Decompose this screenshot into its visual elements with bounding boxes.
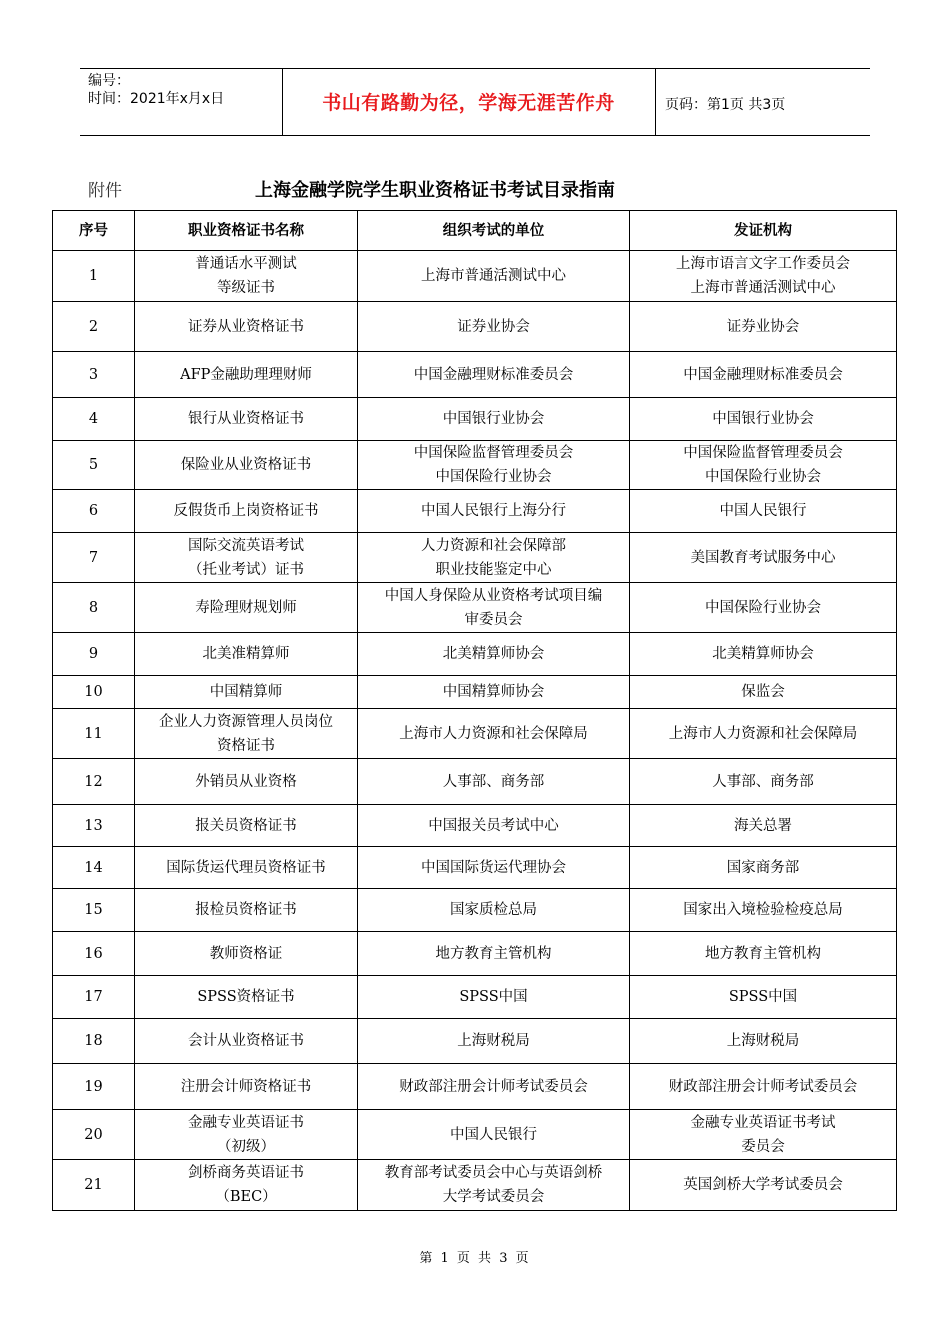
cell-certificate-name [135, 889, 358, 932]
table-header-row [53, 211, 897, 251]
table-row [53, 976, 897, 1019]
table-row [53, 676, 897, 709]
cell-line: 地方教育主管机构 [435, 945, 552, 962]
cell-exam-organizer [358, 633, 630, 676]
cell-exam-organizer [358, 251, 630, 302]
cell-exam-organizer [358, 932, 630, 976]
cell-issuing-body [630, 352, 897, 398]
cell-issuing-body [630, 847, 897, 889]
cell-line: 中国人民银行上海分行 [421, 503, 566, 519]
cell-line: 北美精算师协会 [712, 646, 814, 662]
cell-line: 人力资源和社会保障部 [421, 537, 566, 554]
document-number-label: 编号： [88, 73, 130, 89]
cell-certificate-name [135, 1064, 358, 1110]
cell-no: 20 [53, 1110, 135, 1160]
table-row [53, 1110, 897, 1160]
cell-line: 地方教育主管机构 [705, 945, 821, 962]
cell-certificate-name [135, 805, 358, 847]
cell-line: 教育部考试委员会中心与英语剑桥 [384, 1165, 603, 1181]
table-body [53, 251, 897, 1211]
cell-line: 报检员资格证书 [195, 902, 297, 918]
cell-exam-organizer [358, 709, 630, 759]
cell-line: 财政部注册会计师考试委员会 [668, 1078, 858, 1095]
cell-line: （初级） [217, 1138, 275, 1155]
cell-certificate-name [135, 847, 358, 889]
cell-line: 保监会 [741, 684, 785, 700]
cell-line: 金融专业英语证书考试 [690, 1114, 836, 1131]
cell-issuing-body [630, 490, 897, 533]
cell-line: 中国保险行业协会 [705, 599, 821, 616]
cell-line: 剑桥商务英语证书 [188, 1165, 304, 1181]
cell-line: 上海市语言文字工作委员会 [676, 256, 850, 272]
cell-no: 21 [53, 1160, 135, 1211]
cell-line: 注册会计师资格证书 [180, 1078, 312, 1095]
cell-line: SPSS资格证书 [197, 989, 295, 1005]
header-bottom-rule [80, 135, 870, 136]
cell-no: 8 [53, 583, 135, 633]
cell-line: （BEC） [215, 1189, 277, 1205]
cell-line: 证券业协会 [726, 318, 800, 335]
cell-certificate-name [135, 932, 358, 976]
cell-no: 9 [53, 633, 135, 676]
cell-issuing-body [630, 398, 897, 441]
cell-line: 中国保险监督管理委员会 [683, 445, 843, 461]
header-divider-right [655, 68, 656, 135]
cell-issuing-body [630, 441, 897, 490]
cell-line: 职业技能鉴定中心 [435, 561, 552, 578]
table-row [53, 759, 897, 805]
cell-certificate-name [135, 251, 358, 302]
cell-no: 12 [53, 759, 135, 805]
cell-exam-organizer [358, 1160, 630, 1211]
cell-line: 证券从业资格证书 [188, 318, 304, 335]
cell-exam-organizer [358, 490, 630, 533]
cell-issuing-body [630, 709, 897, 759]
cell-line: 国际货运代理员资格证书 [166, 859, 326, 876]
table-row [53, 633, 897, 676]
cell-exam-organizer [358, 583, 630, 633]
cell-line: 中国金融理财标准委员会 [413, 366, 574, 383]
cell-issuing-body [630, 889, 897, 932]
table-row [53, 441, 897, 490]
table-row [53, 1064, 897, 1110]
cell-issuing-body [630, 1160, 897, 1211]
cell-line: 国家质检总局 [450, 902, 537, 918]
cell-exam-organizer [358, 889, 630, 932]
cell-line: 教师资格证 [209, 945, 283, 962]
cell-exam-organizer [358, 302, 630, 352]
cell-line: SPSS中国 [459, 989, 528, 1005]
cell-line: 银行从业资格证书 [188, 411, 304, 427]
cell-exam-organizer [358, 976, 630, 1019]
document-title: 上海金融学院学生职业资格证书考试目录指南 [255, 180, 615, 201]
header-meta [88, 72, 224, 108]
annex-label: 附件 [88, 181, 122, 201]
cell-exam-organizer [358, 533, 630, 583]
cell-line: 寿险理财规划师 [195, 599, 297, 616]
cell-certificate-name [135, 533, 358, 583]
cell-line: 保险业从业资格证书 [180, 457, 312, 473]
document-time-label: 时间：2021年x月x日 [88, 91, 225, 107]
table-row [53, 352, 897, 398]
cell-no: 4 [53, 398, 135, 441]
table-row [53, 490, 897, 533]
cell-issuing-body [630, 1019, 897, 1064]
cell-line: 审委员会 [464, 611, 523, 628]
cell-no: 15 [53, 889, 135, 932]
table-row [53, 847, 897, 889]
cell-line: 中国银行业协会 [712, 411, 814, 427]
cell-line: 中国银行业协会 [442, 411, 545, 427]
cell-line: 中国人身保险从业资格考试项目编 [384, 587, 603, 604]
cell-certificate-name [135, 676, 358, 709]
table-row [53, 1160, 897, 1211]
cell-line: 英国剑桥大学考试委员会 [683, 1177, 843, 1193]
cell-exam-organizer [358, 441, 630, 490]
cell-line: 上海市普通活测试中心 [421, 268, 566, 284]
cell-issuing-body [630, 633, 897, 676]
cell-line: 财政部注册会计师考试委员会 [399, 1078, 588, 1095]
cell-issuing-body [630, 805, 897, 847]
table-row [53, 583, 897, 633]
cell-line: 海关总署 [734, 817, 792, 834]
cell-line: 企业人力资源管理人员岗位 [159, 713, 333, 730]
header-motto: 书山有路勤为径，学海无涯苦作舟 [322, 92, 615, 114]
cell-no: 16 [53, 932, 135, 976]
cell-no: 7 [53, 533, 135, 583]
cell-exam-organizer [358, 847, 630, 889]
cell-line: 人事部、商务部 [712, 773, 814, 790]
certificate-table [52, 210, 897, 1211]
table-row [53, 709, 897, 759]
cell-line: 金融专业英语证书 [188, 1114, 304, 1131]
cell-line: 上海财税局 [457, 1033, 530, 1049]
column-header-issuing-body: 发证机构 [630, 211, 897, 251]
cell-line: 中国保险行业协会 [435, 469, 552, 485]
cell-certificate-name [135, 441, 358, 490]
cell-line: 会计从业资格证书 [188, 1033, 304, 1049]
cell-issuing-body [630, 1110, 897, 1160]
cell-line: 大学考试委员会 [442, 1189, 545, 1205]
cell-line: 中国保险监督管理委员会 [413, 445, 574, 461]
cell-line: 中国报关员考试中心 [428, 817, 559, 834]
column-header-certificate-name: 职业资格证书名称 [135, 211, 358, 251]
cell-line: 证券业协会 [457, 318, 530, 335]
table-row [53, 398, 897, 441]
cell-no: 18 [53, 1019, 135, 1064]
cell-line: 国家出入境检验检疫总局 [683, 902, 843, 918]
cell-exam-organizer [358, 1064, 630, 1110]
cell-no: 14 [53, 847, 135, 889]
cell-issuing-body [630, 1064, 897, 1110]
cell-certificate-name [135, 1110, 358, 1160]
cell-exam-organizer [358, 398, 630, 441]
cell-issuing-body [630, 932, 897, 976]
cell-no: 10 [53, 676, 135, 709]
cell-certificate-name [135, 398, 358, 441]
footer-page-number: 第 1 页 共 3 页 [419, 1251, 531, 1266]
column-header-exam-organizer: 组织考试的单位 [358, 211, 630, 251]
cell-no: 5 [53, 441, 135, 490]
cell-line: 外销员从业资格 [195, 773, 297, 790]
header-page-number: 页码：第1页 共3页 [665, 97, 786, 113]
cell-certificate-name [135, 709, 358, 759]
cell-line: 北美精算师协会 [442, 646, 545, 662]
table-row [53, 533, 897, 583]
cell-line: 资格证书 [217, 737, 275, 754]
cell-no: 2 [53, 302, 135, 352]
cell-line: 等级证书 [217, 280, 275, 296]
cell-line: 中国人民银行 [719, 503, 807, 519]
cell-no: 19 [53, 1064, 135, 1110]
cell-line: 北美准精算师 [202, 646, 290, 662]
cell-line: 中国精算师协会 [442, 684, 545, 700]
cell-line: 委员会 [741, 1138, 785, 1155]
cell-certificate-name [135, 302, 358, 352]
cell-certificate-name [135, 1160, 358, 1211]
cell-exam-organizer [358, 676, 630, 709]
cell-line: 上海市人力资源和社会保障局 [668, 725, 858, 742]
header-top-rule [80, 68, 870, 69]
cell-certificate-name [135, 352, 358, 398]
cell-issuing-body [630, 302, 897, 352]
cell-issuing-body [630, 251, 897, 302]
cell-issuing-body [630, 533, 897, 583]
cell-line: （托业考试）证书 [188, 561, 304, 578]
cell-no: 13 [53, 805, 135, 847]
cell-issuing-body [630, 759, 897, 805]
table-row [53, 251, 897, 302]
cell-line: 国家商务部 [726, 859, 800, 876]
cell-line: 反假货币上岗资格证书 [173, 503, 319, 519]
cell-line: 中国人民银行 [450, 1126, 537, 1143]
cell-certificate-name [135, 976, 358, 1019]
cell-line: AFP金融助理理财师 [180, 366, 312, 383]
cell-line: 上海市普通活测试中心 [690, 280, 836, 296]
table-row [53, 932, 897, 976]
cell-no: 1 [53, 251, 135, 302]
cell-no: 3 [53, 352, 135, 398]
cell-line: 中国精算师 [209, 684, 283, 700]
cell-issuing-body [630, 976, 897, 1019]
cell-exam-organizer [358, 352, 630, 398]
cell-exam-organizer [358, 1019, 630, 1064]
cell-certificate-name [135, 759, 358, 805]
cell-certificate-name [135, 490, 358, 533]
cell-issuing-body [630, 676, 897, 709]
cell-certificate-name [135, 1019, 358, 1064]
cell-line: 上海财税局 [726, 1033, 800, 1049]
cell-line: 美国教育考试服务中心 [690, 549, 836, 566]
cell-no: 6 [53, 490, 135, 533]
cell-line: 普通话水平测试 [195, 256, 297, 272]
cell-no: 11 [53, 709, 135, 759]
cell-exam-organizer [358, 1110, 630, 1160]
table-row [53, 889, 897, 932]
cell-no: 17 [53, 976, 135, 1019]
cell-line: 国际交流英语考试 [188, 537, 304, 554]
cell-certificate-name [135, 633, 358, 676]
cell-line: 报关员资格证书 [195, 817, 297, 834]
table-row [53, 1019, 897, 1064]
cell-exam-organizer [358, 759, 630, 805]
cell-line: SPSS中国 [728, 989, 798, 1005]
cell-line: 上海市人力资源和社会保障局 [399, 725, 588, 742]
cell-exam-organizer [358, 805, 630, 847]
cell-line: 中国保险行业协会 [705, 469, 821, 485]
cell-issuing-body [630, 583, 897, 633]
cell-certificate-name [135, 583, 358, 633]
cell-line: 中国国际货运代理协会 [421, 859, 566, 876]
column-header-no: 序号 [53, 211, 135, 251]
table-row [53, 302, 897, 352]
cell-line: 中国金融理财标准委员会 [683, 366, 843, 383]
table-row [53, 805, 897, 847]
cell-line: 人事部、商务部 [442, 773, 545, 790]
